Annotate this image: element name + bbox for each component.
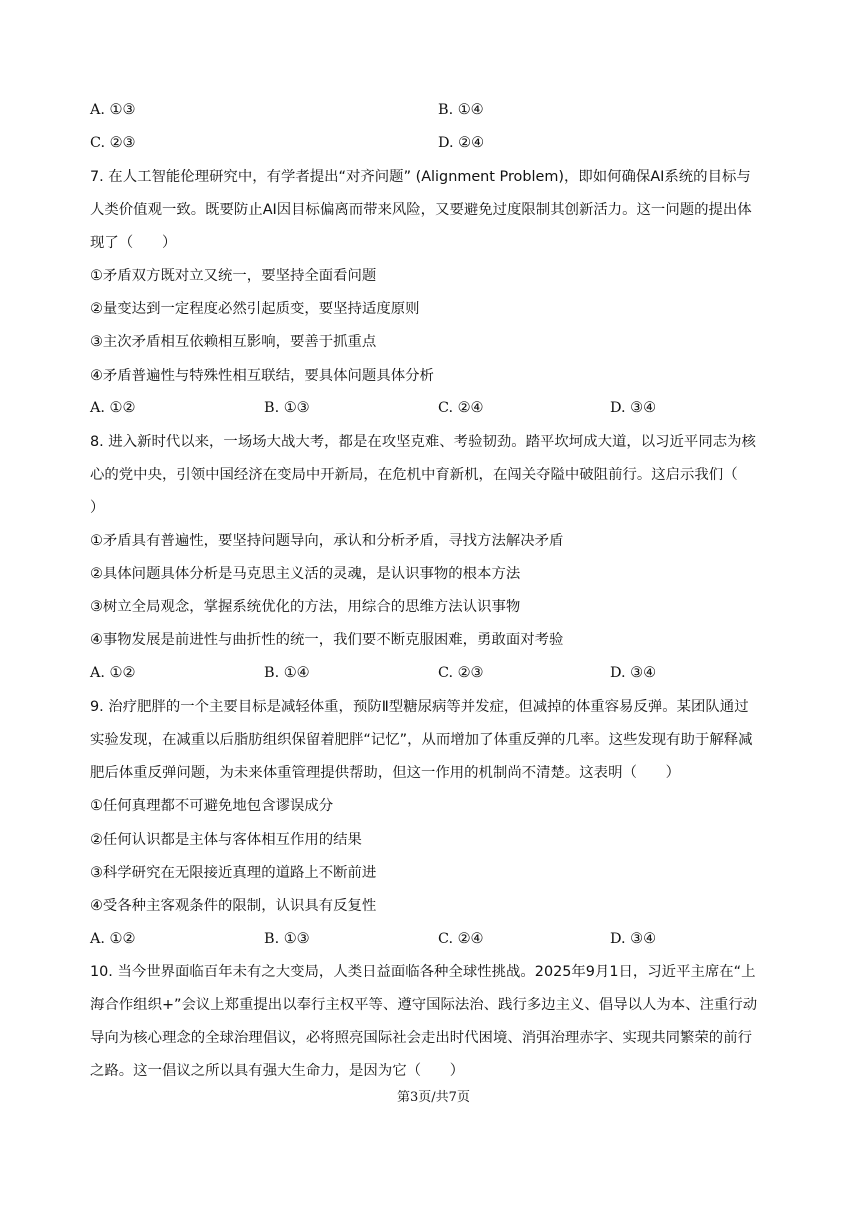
q9-stem-line: 9. 治疗肥胖的一个主要目标是减轻体重，预防Ⅱ型糖尿病等并发症，但减掉的体重容易反弹。某团队通过 <box>90 699 749 715</box>
q9-stem-line: 实验发现，在减重以后脂肪组织保留着肥胖“记忆”，从而增加了体重反弹的几率。这些发现有助于解释减 <box>90 732 753 748</box>
q8-statement-4: ④事物发展是前进性与曲折性的统一，我们要不断克服困难，勇敢面对考验 <box>90 632 564 648</box>
q7-option-b: B. ①③ <box>264 400 310 416</box>
q8-option-b: B. ①④ <box>264 665 310 681</box>
q8-statement-3: ③树立全局观念，掌握系统优化的方法，用综合的思维方法认识事物 <box>90 599 521 615</box>
q7-statement-2: ②量变达到一定程度必然引起质变，要坚持适度原则 <box>90 301 420 317</box>
q6-option-c: C. ②③ <box>90 135 136 151</box>
q7-stem-line: 人类价值观一致。既要防止AI因目标偏离而带来风险，又要避免过度限制其创新活力。这一问题的提出体 <box>90 202 752 218</box>
q8-statement-2: ②具体问题具体分析是马克思主义活的灵魂，是认识事物的根本方法 <box>90 566 521 582</box>
q7-statement-3: ③主次矛盾相互依赖相互影响，要善于抓重点 <box>90 334 377 350</box>
q9-statement-4: ④受各种主客观条件的限制，认识具有反复性 <box>90 898 377 914</box>
q9-option-b: B. ①③ <box>264 931 310 947</box>
q8-stem-line: ） <box>90 500 105 516</box>
q7-option-a: A. ①② <box>90 400 136 416</box>
page-footer: 第3页/共7页 <box>397 1090 470 1105</box>
q9-statement-2: ②任何认识都是主体与客体相互作用的结果 <box>90 832 362 848</box>
q6-option-a: A. ①③ <box>90 102 136 118</box>
q8-option-a: A. ①② <box>90 665 136 681</box>
q8-option-c: C. ②③ <box>438 665 484 681</box>
q9-option-a: A. ①② <box>90 931 136 947</box>
q6-option-d: D. ②④ <box>438 135 484 151</box>
q7-option-d: D. ③④ <box>610 400 656 416</box>
q7-statement-1: ①矛盾双方既对立又统一，要坚持全面看问题 <box>90 268 377 284</box>
q7-stem-line: 7. 在人工智能伦理研究中，有学者提出“对齐问题” (Alignment Problem)，即如何确保AI系统的目标与 <box>90 169 751 185</box>
q9-option-c: C. ②④ <box>438 931 484 947</box>
q8-statement-1: ①矛盾具有普遍性，要坚持问题导向，承认和分析矛盾，寻找方法解决矛盾 <box>90 533 564 549</box>
q9-stem-line: 肥后体重反弹问题，为未来体重管理提供帮助，但这一作用的机制尚不清楚。这表明（ ） <box>90 765 681 781</box>
q9-option-d: D. ③④ <box>610 931 656 947</box>
q10-stem-line: 导向为核心理念的全球治理倡议，必将照亮国际社会走出时代困境、消弭治理赤字、实现共同繁荣的前行 <box>90 1030 752 1046</box>
q7-statement-4: ④矛盾普遍性与特殊性相互联结，要具体问题具体分析 <box>90 368 434 384</box>
q10-stem-line: 10. 当今世界面临百年未有之大变局，人类日益面临各种全球性挑战。2025年9月1日，习近平主席在“上 <box>90 964 756 980</box>
q9-statement-3: ③科学研究在无限接近真理的道路上不断前进 <box>90 865 377 881</box>
q7-option-c: C. ②④ <box>438 400 484 416</box>
q10-stem-line: 之路。这一倡议之所以具有强大生命力，是因为它（ ） <box>90 1063 465 1079</box>
q8-option-d: D. ③④ <box>610 665 656 681</box>
q6-option-b: B. ①④ <box>438 102 484 118</box>
q7-stem-line: 现了（ ） <box>90 235 177 251</box>
q8-stem-line: 心的党中央，引领中国经济在变局中开新局，在危机中育新机，在闯关夺隘中破阻前行。这启示我们（ <box>90 467 738 483</box>
q9-statement-1: ①任何真理都不可避免地包含谬误成分 <box>90 798 334 814</box>
q8-stem-line: 8. 进入新时代以来，一场场大战大考，都是在攻坚克难、考验韧劲。踏平坎坷成大道，以习近平同志为核 <box>90 434 756 450</box>
q10-stem-line: 海合作组织+”会议上郑重提出以奉行主权平等、遵守国际法治、践行多边主义、倡导以人为本、注重行动 <box>90 997 758 1013</box>
